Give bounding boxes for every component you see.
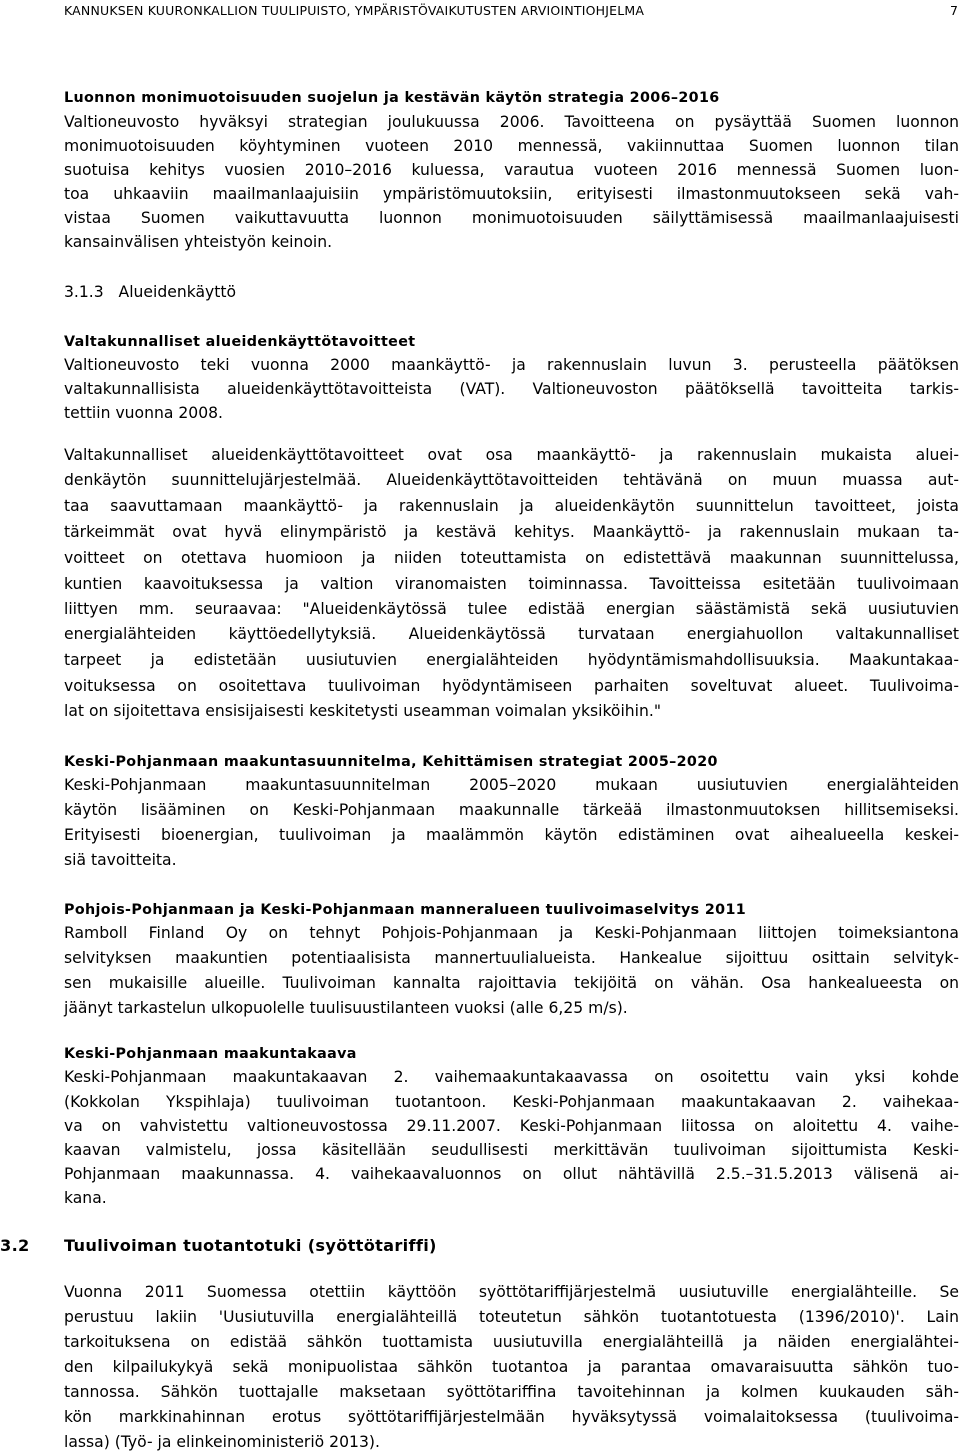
subheading: Valtakunnalliset alueidenkäyttötavoitteet: [64, 334, 416, 350]
text-line: siä tavoitteita.: [64, 851, 177, 869]
text-line: käytön lisääminen on Keski-Pohjanmaan maakunnalle tärkeää ilmastonmuutoksen hillitsemiseksi.: [64, 801, 959, 819]
text-line: Ramboll Finland Oy on tehnyt Pohjois-Pohjanmaan ja Keski-Pohjanmaan liittojen toimeksiantona: [64, 924, 959, 942]
text-line: lat on sijoitettava ensisijaisesti keskitetysti useamman voimalan yksiköihin.": [64, 702, 662, 720]
text-line: voituksessa on osoitettava tuulivoiman hyödyntämiseen parhaiten soveltuvat alueet. Tuulivoima-: [64, 677, 959, 695]
page-header: [64, 3, 960, 23]
text-line: voitteet on otettava huomioon ja niiden toteuttamista on edistettävä maakunnan suunnittelussa,: [64, 549, 959, 567]
text-line: tarkoituksena on edistää sähkön tuottamista uusiutuvilla energialähteillä ja näiden energialähtei-: [64, 1333, 959, 1351]
text-line: (Kokkolan Ykspihlaja) tuulivoiman tuotantoon. Keski-Pohjanmaan maakuntakaavan 2. vaihekaa-: [64, 1093, 959, 1111]
text-line: Valtioneuvosto teki vuonna 2000 maankäyttö- ja rakennuslain luvun 3. perusteella päätöksen: [64, 356, 959, 374]
text-line: energialähteiden käyttöedellytyksiä. Alueidenkäytössä turvataan energiahuollon valtakunnalliset: [64, 625, 959, 643]
text-line: tarpeet ja edistetään uusiutuvien energialähteiden hyödyntämismahdollisuuksia. Maakuntakaa-: [64, 651, 959, 669]
text-line: sen mukaisille alueille. Tuulivoiman kannalta rajoittavia tekijöitä on vähän. Osa hankealueesta on: [64, 974, 959, 992]
text-line: tettiin vuonna 2008.: [64, 404, 224, 422]
subheading: Keski-Pohjanmaan maakuntakaava: [64, 1046, 357, 1062]
text-line: kaavan valmistelu, jossa käsitellään seudullisesti merkittävän tuulivoiman sijoittumista Keski-: [64, 1141, 959, 1159]
text-line: Valtakunnalliset alueidenkäyttötavoitteet ovat osa maankäyttö- ja rakennuslain mukaista aluei-: [64, 446, 959, 464]
subheading: Keski-Pohjanmaan maakuntasuunnitelma, Kehittämisen strategiat 2005–2020: [64, 754, 718, 770]
subheading: Luonnon monimuotoisuuden suojelun ja kestävän käytön strategia 2006–2016: [64, 90, 720, 106]
text-line: den kilpailukykyä sekä monipuolistaa sähkön tuotantoa ja parantaa omavaraisuutta sähkön tuo-: [64, 1358, 959, 1376]
text-line: kansainvälisen yhteistyön keinoin.: [64, 233, 333, 251]
text-line: valtakunnallisista alueidenkäyttötavoitteista (VAT). Valtioneuvoston päätöksellä tavoitteita tarkis-: [64, 380, 959, 398]
subheading: Pohjois-Pohjanmaan ja Keski-Pohjanmaan manneralueen tuulivoimaselvitys 2011: [64, 902, 747, 918]
text-line: liittyen mm. seuraavaa: "Alueidenkäytössä tulee edistää energian säästämistä sekä uusiutuvien: [64, 600, 959, 618]
text-line: Valtioneuvosto hyväksyi strategian joulukuussa 2006. Tavoitteena on pysäyttää Suomen luonnon: [64, 113, 959, 131]
text-line: Keski-Pohjanmaan maakuntasuunnitelman 2005–2020 mukaan uusiutuvien energialähteiden: [64, 776, 959, 794]
text-line: suotuisa kehitys vuosien 2010–2016 kuluessa, varautua vuoteen 2016 mennessä Suomen luon-: [64, 161, 959, 179]
section-number: 3.2: [0, 1236, 30, 1255]
text-line: kuntien kaavoituksessa ja valtion viranomaisten toiminnassa. Tavoitteissa esitetään tuulivoimaan: [64, 575, 959, 593]
text-line: toa uhkaaviin maailmanlaajuisiin ympäristömuutoksiin, erityisesti ilmastonmuutokseen sekä vah-: [64, 185, 959, 203]
text-line: perustuu lakiin 'Uusiutuvilla energialähteillä toteutetun sähkön tuotantotuesta (1396/2010)'. Lain: [64, 1308, 959, 1326]
page-number: 7: [950, 3, 959, 18]
section-heading: Tuulivoiman tuotantotuki (syöttötariffi): [64, 1236, 437, 1255]
text-line: vistaa Suomen vaikuttavuutta luonnon monimuotoisuuden säilyttämisessä maailmanlaajuisesti: [64, 209, 959, 227]
document-title: KANNUKSEN KUURONKALLION TUULIPUISTO, YMPÄRISTÖVAIKUTUSTEN ARVIOINTIOHJELMA: [64, 3, 645, 18]
text-line: jäänyt tarkastelun ulkopuolelle tuulisuustilanteen vuoksi (alle 6,25 m/s).: [64, 999, 628, 1017]
text-line: kana.: [64, 1189, 107, 1207]
text-line: kön markkinahinnan erotus syöttötariffijärjestelmään hyväksytyssä voimalaitoksessa (tuulivoima-: [64, 1408, 959, 1426]
text-line: selvityksen maakuntien potentiaalisista mannertuulialueista. Hankealue sijoittuu osittain selvityk-: [64, 949, 959, 967]
text-line: Vuonna 2011 Suomessa otettiin käyttöön syöttötariffijärjestelmä uusiutuville energialähteille. Se: [64, 1283, 959, 1301]
text-line: denkäytön suunnittelujärjestelmää. Alueidenkäyttötavoitteiden tehtävänä on muun muassa aut-: [64, 471, 959, 489]
text-line: 3.1.3 Alueidenkäyttö: [64, 283, 237, 301]
text-line: taa saavuttamaan maankäyttö- ja rakennuslain ja alueidenkäytön suunnittelun tavoitteet, joista: [64, 497, 959, 515]
text-line: lassa) (Työ- ja elinkeinoministeriö 2013).: [64, 1433, 380, 1451]
text-line: Pohjanmaan maakunnassa. 4. vaihekaavaluonnos on ollut nähtävillä 2.5.–31.5.2013 välisenä ai-: [64, 1165, 959, 1183]
text-line: Keski-Pohjanmaan maakuntakaavan 2. vaihemaakuntakaavassa on osoitettu vain yksi kohde: [64, 1068, 959, 1086]
text-line: monimuotoisuuden köyhtyminen vuoteen 2010 mennessä, vakiinnuttaa Suomen luonnon tilan: [64, 137, 959, 155]
text-line: va on vahvistettu valtioneuvostossa 29.11.2007. Keski-Pohjanmaan liitossa on aloitettu 4. vaihe-: [64, 1117, 959, 1135]
text-line: tannossa. Sähkön tuottajalle maksetaan syöttötariffina tavoitehinnan ja kolmen kuukauden säh-: [64, 1383, 959, 1401]
text-line: Erityisesti bioenergian, tuulivoiman ja maalämmön käytön edistäminen ovat aihealueella keskei-: [64, 826, 959, 844]
text-line: tärkeimmät ovat hyvä elinympäristö ja kestävä kehitys. Maankäyttö- ja rakennuslain mukaan ta-: [64, 523, 959, 541]
